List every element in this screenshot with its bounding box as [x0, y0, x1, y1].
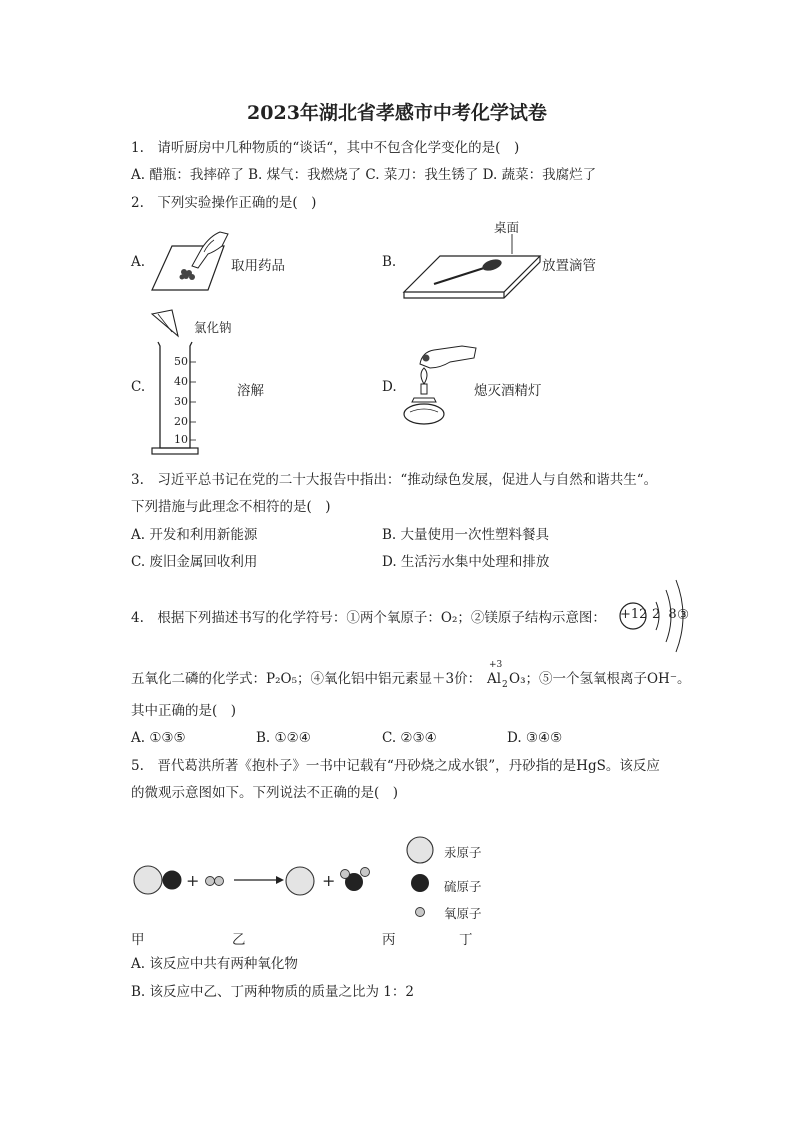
legend-o-label: 氧原子 — [444, 906, 482, 921]
mg-electron-shells: 2 8 — [652, 607, 677, 622]
q2-stem: 2. 下列实验操作正确的是( ) — [131, 195, 317, 211]
salt-label: 氯化钠 — [194, 320, 232, 335]
tick-label-10: 10 — [174, 433, 188, 446]
tick-label-40: 40 — [174, 375, 188, 388]
tick-label-20: 20 — [174, 415, 188, 428]
reaction-diagram — [130, 830, 490, 930]
q2-option-d-text: 熄灭酒精灯 — [474, 383, 542, 399]
q3-option-b: B. 大量使用一次性塑料餐具 — [382, 527, 550, 543]
q4-option-b: B. ①②④ — [256, 730, 311, 746]
q4-option-c: C. ②③④ — [382, 730, 437, 746]
q2-option-a-text: 取用药品 — [231, 258, 285, 274]
mg-nucleus-charge: +12 — [620, 607, 648, 622]
o-atom-1 — [206, 877, 215, 886]
alcohol-lamp-illustration — [400, 342, 480, 428]
q3-option-c: C. 废旧金属回收利用 — [131, 554, 258, 570]
take-reagent-illustration — [148, 226, 230, 294]
q5-option-b: B. 该反应中乙、丁两种物质的质量之比为 1：2 — [131, 984, 414, 1000]
q2-option-b-text: 放置滴管 — [542, 258, 596, 274]
q1-options: A. 醋瓶：我摔碎了 B. 煤气：我燃烧了 C. 菜刀：我生锈了 D. 蔬菜：我腐烂了 — [131, 167, 597, 183]
label-jia: 甲 — [131, 932, 145, 948]
s-atom-reactant — [163, 871, 181, 889]
label-yi: 乙 — [232, 932, 246, 948]
q4-option-a: A. ①③⑤ — [131, 730, 186, 746]
al-symbol: Al — [487, 671, 502, 687]
legend-s-circle — [411, 874, 429, 892]
tick-label-30: 30 — [174, 395, 188, 408]
q5-stem-line1: 5. 晋代葛洪所著《抱朴子》一书中记载有“丹砂烧之成水银”，丹砂指的是HgS。该反应 — [131, 758, 660, 774]
q5-stem-line2: 的微观示意图如下。下列说法不正确的是( ) — [131, 785, 399, 801]
o-atom-product-1 — [341, 870, 350, 879]
legend-hg-circle — [407, 837, 433, 863]
page-title: 2023年湖北省孝感市中考化学试卷 — [247, 102, 547, 124]
q2-option-d-letter: D. — [382, 379, 397, 395]
q2-option-c-letter: C. — [131, 379, 146, 395]
o-atom-product-2 — [361, 868, 370, 877]
q4-stem-line3: 其中正确的是( ) — [131, 703, 237, 719]
dropper-on-desk-illustration — [400, 232, 542, 300]
legend-hg-label: 汞原子 — [444, 845, 482, 860]
label-ding: 丁 — [459, 932, 473, 948]
label-bing: 丙 — [382, 932, 396, 948]
plus-sign-1: + — [186, 871, 200, 890]
q4-stem-line1: 4. 根据下列描述书写的化学符号：①两个氧原子：O₂；②镁原子结构示意图： — [131, 610, 606, 626]
q2-option-c-text: 溶解 — [237, 383, 264, 399]
q5-option-a: A. 该反应中共有两种氧化物 — [131, 956, 298, 972]
q4-stem-line2: 五氧化二磷的化学式：P₂O₅；④氧化铝中铝元素显＋3价： — [131, 671, 482, 687]
q4-option-d: D. ③④⑤ — [507, 730, 563, 746]
hg-atom-reactant — [134, 866, 162, 894]
plus-sign-2: + — [322, 871, 336, 890]
desk-label: 桌面 — [494, 220, 520, 235]
tick-label-50: 50 — [174, 355, 188, 368]
q3-stem-line2: 下列措施与此理念不相符的是( ) — [131, 499, 331, 515]
o-atom-2 — [215, 877, 224, 886]
q3-stem-line1: 3. 习近平总书记在党的二十大报告中指出：“推动绿色发展，促进人与自然和谐共生“。 — [131, 472, 658, 488]
circled-3: ③ — [677, 607, 690, 623]
q3-option-d: D. 生活污水集中处理和排放 — [382, 554, 550, 570]
q2-option-b-letter: B. — [382, 254, 397, 270]
hg-atom-product — [286, 867, 314, 895]
legend-s-label: 硫原子 — [444, 879, 482, 894]
legend-o-circle — [416, 908, 425, 917]
q4-formula-rest: O₃；⑤一个氢氧根离子OH⁻。 — [509, 671, 691, 687]
al-valence: +3 — [489, 660, 503, 670]
q1-stem: 1. 请听厨房中几种物质的“谈话“，其中不包含化学变化的是( ) — [131, 140, 520, 156]
q2-option-a-letter: A. — [131, 254, 146, 270]
al-subscript: 2 — [502, 680, 508, 690]
q3-option-a: A. 开发和利用新能源 — [131, 527, 258, 543]
